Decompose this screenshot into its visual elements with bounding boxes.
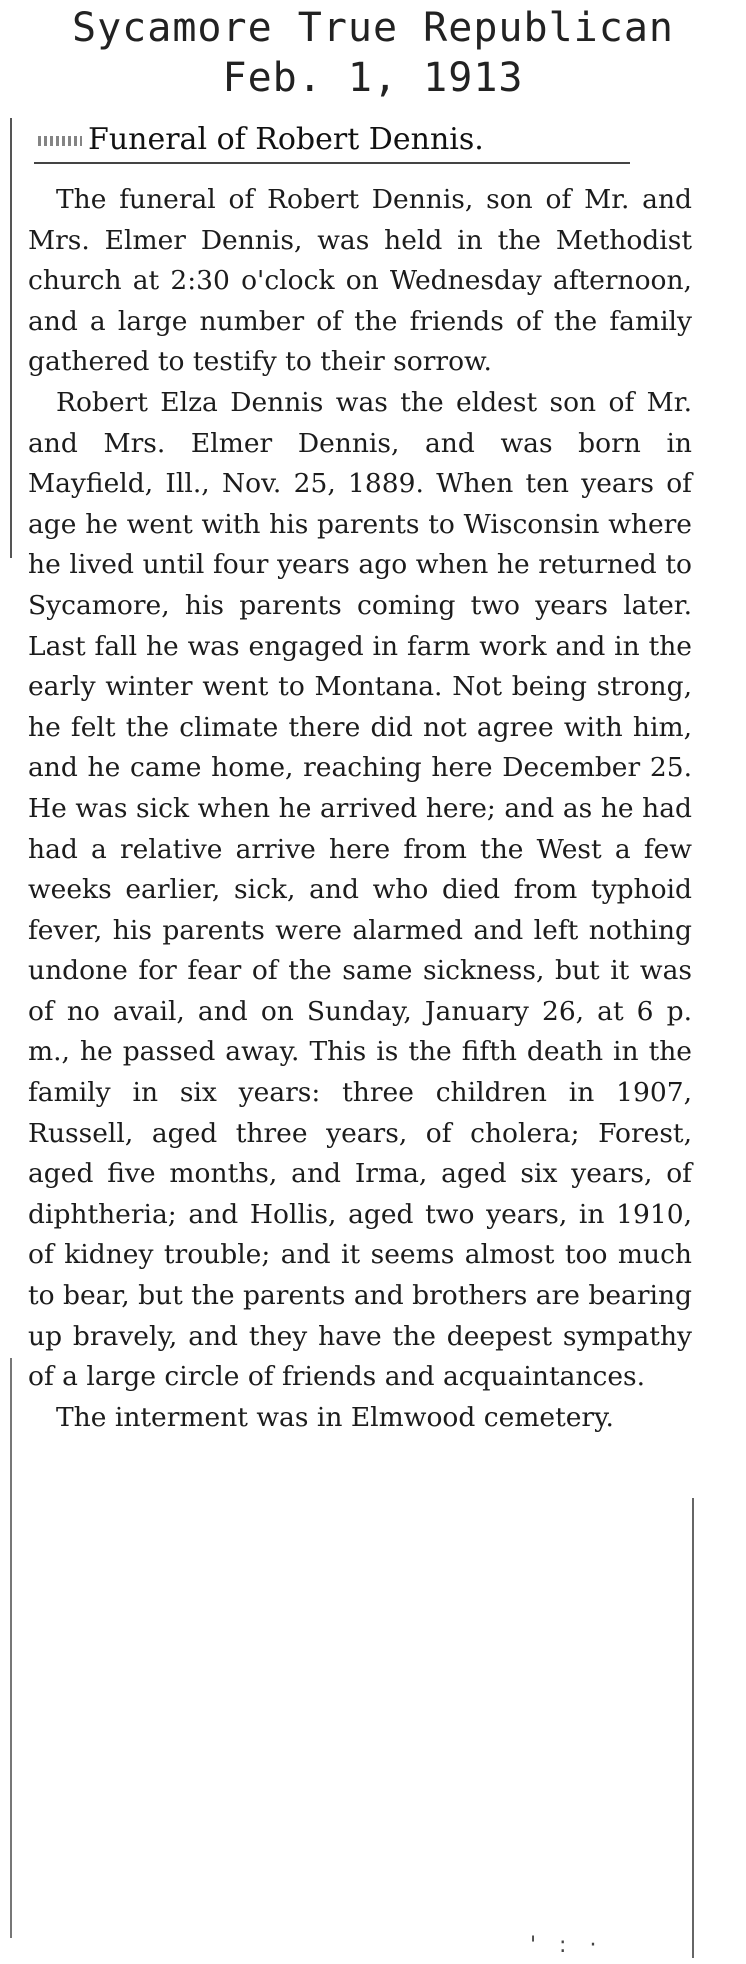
ink-smudge-icon: [38, 136, 82, 146]
print-specks-decoration: ' : ·: [530, 1933, 605, 1958]
masthead: [0, 2, 746, 104]
article-paragraph-1: The funeral of Robert Dennis, son of Mr. and Mrs. Elmer Dennis, was held in the Methodist church at 2:30 o'clock on Wednesday afternoon, and a large number of the friends of the family gathered to testify to their sorrow.: [28, 184, 692, 378]
column-rule-left: [10, 118, 12, 558]
article-headline: Funeral of Robert Dennis.: [88, 122, 484, 157]
article-body: [28, 180, 692, 1438]
column-rule-left-lower: [10, 1358, 12, 1938]
article-paragraph-3: The interment was in Elmwood cemetery.: [56, 1401, 614, 1433]
column-rule-right: [692, 1498, 694, 1958]
publication-date: Feb. 1, 1913: [222, 55, 524, 101]
article-paragraph-2: Robert Elza Dennis was the eldest son of Mr. and Mrs. Elmer Dennis, and was born in Mayfield, Ill., Nov. 25, 1889. When ten years of age he went with his parents to Wisconsin where he lived until four years ago when he returned to Sycamore, his parents coming two years later. Last fall he was engaged in farm work and in the early winter went to Montana. Not being strong, he felt the climate there did not agree with him, and he came home, reaching here December 25. He was sick when he arrived here; and as he had had a relative arrive here from the West a few weeks earlier, sick, and who died from typhoid fever, his parents were alarmed and left nothing undone for fear of the same sickness, but it was of no avail, and on Sunday, January 26, at 6 p. m., he passed away. This is the fifth death in the family in six years: three children in 1907, Russell, aged three years, of cholera; Forest, aged five months, and Irma, aged six years, of diphtheria; and Hollis, aged two years, in 1910, of kidney trouble; and it seems almost too much to bear, but the parents and brothers are bearing up bravely, and they have the deepest sympathy of a large circle of friends and acquaintances.: [28, 386, 692, 1393]
article-headline-row: [38, 120, 484, 160]
newspaper-clipping: [10, 118, 690, 1958]
headline-underline: [34, 162, 630, 164]
publication-name: Sycamore True Republican: [72, 5, 674, 51]
